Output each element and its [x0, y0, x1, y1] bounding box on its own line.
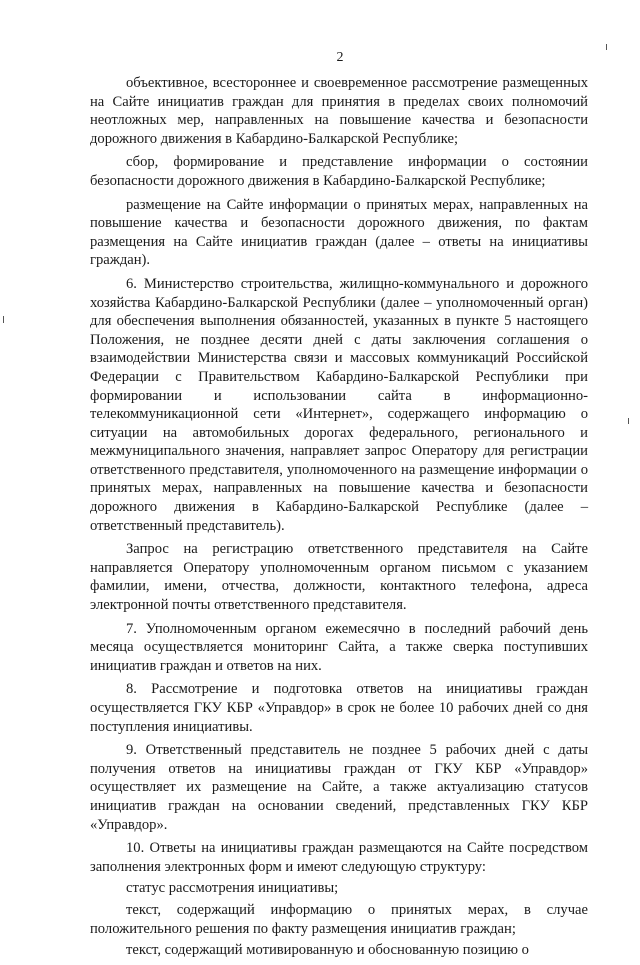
- paragraph-item-8: 8. Рассмотрение и подготовка ответов на инициативы граждан осуществляется ГКУ КБР «Управдор» в срок не более 10 рабочих дней со дня поступления инициативы.: [90, 681, 588, 735]
- paragraph-item-7: 7. Уполномоченным органом ежемесячно в последний рабочий день месяца осуществляется мониторинг Сайта, а также сверка поступивших инициатив граждан и ответов на них.: [90, 620, 588, 674]
- document-body: [90, 74, 588, 965]
- paragraph-item-9: 9. Ответственный представитель не позднее 5 рабочих дней с даты получения ответов на инициативы граждан от ГКУ КБР «Управдор» осуществляет их размещение на Сайте, а также актуализацию статусов инициатив граждан на основании сведений, представленных ГКУ КБР «Управдор».: [90, 742, 588, 833]
- structure-item: текст, содержащий информацию о принятых мерах, в случае положительного решения по факту размещения инициатив граждан;: [90, 901, 588, 937]
- paragraph-item-6: 6. Министерство строительства, жилищно-коммунального и дорожного хозяйства Кабардино-Балкарской Республики (далее – уполномоченный орган) для обеспечения выполнения обязанностей, указанных в пункте 5 настоящего Положения, не позднее десяти дней с даты заключения соглашения о взаимодействии Министерства связи и массовых коммуникаций Российской Федерации с Правительством Кабардино-Балкарской Республики при формировании и использовании сайта в информационно-телекоммуникационной сети «Интернет», содержащего информацию о ситуации на автомобильных дорогах федерального, регионального и межмуниципального значения, направляет запрос Оператору для регистрации ответственного представителя, уполномоченного на размещение информации о принятых мерах, направленных на повышение качества и безопасности дорожного движения в Кабардино-Балкарской Республике (далее – ответственный представитель).: [90, 275, 588, 534]
- paragraph: Запрос на регистрацию ответственного представителя на Сайте направляется Оператору уполномоченным органом письмом с указанием фамилии, имени, отчества, должности, контактного телефона, адреса электронной почты ответственного представителя.: [90, 541, 588, 614]
- scan-mark-top-right: [606, 44, 607, 50]
- paragraph-item-10: 10. Ответы на инициативы граждан размещаются на Сайте посредством заполнения электронных форм и имеют следующую структуру:: [90, 840, 588, 875]
- paragraph: сбор, формирование и представление информации о состоянии безопасности дорожного движения в Кабардино-Балкарской Республике;: [90, 154, 588, 189]
- structure-item: статус рассмотрения инициативы;: [126, 880, 339, 897]
- scan-mark-right: [628, 418, 629, 424]
- page-number: 2: [336, 50, 344, 65]
- structure-item: текст, содержащий мотивированную и обоснованную позицию о: [126, 942, 529, 959]
- paragraph: объективное, всестороннее и своевременное рассмотрение размещенных на Сайте инициатив граждан для принятия в пределах своих полномочий неотложных мер, направленных на повышение качества и безопасности дорожного движения в Кабардино-Балкарской Республике;: [90, 75, 588, 147]
- paragraph: размещение на Сайте информации о принятых мерах, направленных на повышение качества и безопасности дорожного движения, по фактам размещения на Сайте инициатив граждан (далее – ответы на инициативы граждан).: [90, 196, 588, 269]
- scan-mark-left: [3, 316, 4, 323]
